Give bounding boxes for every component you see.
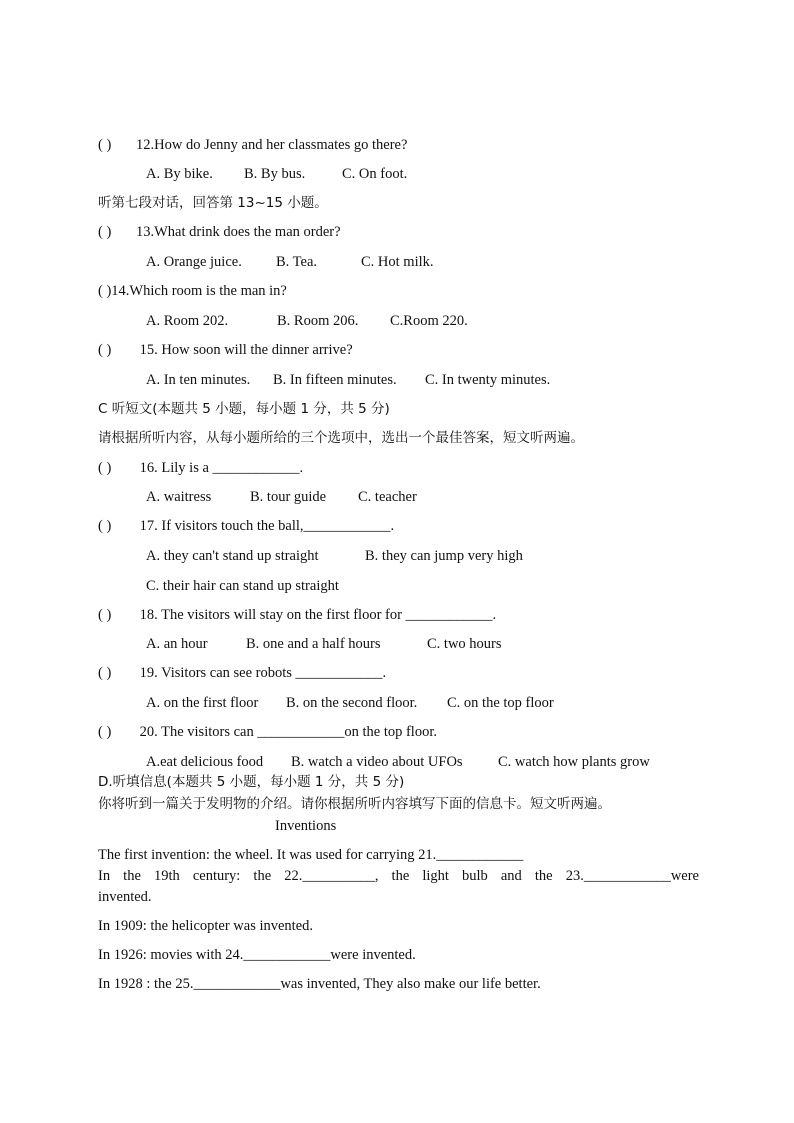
option-a: A. In ten minutes. [146, 372, 251, 388]
option-c: C. Hot milk. [361, 254, 434, 270]
info-card-line-22-23: In the 19th century: the 22.__________, the light bulb and the 23.____________were [98, 868, 699, 884]
question-stem: 15. How soon will the dinner arrive? [136, 342, 353, 358]
option-a: A. an hour [146, 636, 208, 652]
answer-blank-paren[interactable]: ( ) [98, 665, 112, 681]
option-b: B. Room 206. [277, 313, 359, 329]
option-a: A. Orange juice. [146, 254, 242, 270]
answer-blank-paren[interactable]: ( ) [98, 460, 112, 476]
option-a: A. waitress [146, 489, 212, 505]
question-17 [98, 517, 394, 535]
question-stem: 18. The visitors will stay on the first floor for ____________. [136, 607, 497, 623]
section-7-instruction: 听第七段对话，回答第 13~15 小题。 [98, 195, 328, 211]
answer-blank-paren[interactable]: ( ) [98, 518, 112, 534]
section-c-title: C 听短文(本题共 5 小题，每小题 1 分，共 5 分) [98, 401, 390, 417]
info-card-title: Inventions [275, 818, 337, 834]
question-13 [98, 223, 341, 241]
question-19 [98, 664, 386, 682]
question-12 [98, 136, 407, 154]
question-stem: 13.What drink does the man order? [136, 224, 341, 240]
option-b: B. watch a video about UFOs [291, 754, 463, 770]
option-c: C. on the top floor [447, 695, 554, 711]
option-a: A. they can't stand up straight [146, 548, 319, 564]
info-card-line-invented: invented. [98, 889, 152, 905]
answer-blank-paren[interactable]: ( ) [98, 283, 112, 299]
option-a: A.eat delicious food [146, 754, 264, 770]
info-card-line-1909: In 1909: the helicopter was invented. [98, 918, 314, 934]
option-b: B. Tea. [276, 254, 318, 270]
question-16 [98, 459, 303, 477]
answer-blank-paren[interactable]: ( ) [98, 724, 112, 740]
option-c: C. In twenty minutes. [425, 372, 551, 388]
option-b: B. on the second floor. [286, 695, 418, 711]
option-b: B. they can jump very high [365, 548, 523, 564]
option-b: B. one and a half hours [246, 636, 381, 652]
option-c: C. teacher [358, 489, 417, 505]
info-card-line-1926: In 1926: movies with 24.____________were invented. [98, 947, 416, 963]
question-17-options-row-2 [146, 577, 339, 595]
question-stem: 16. Lily is a ____________. [136, 460, 304, 476]
question-stem: 20. The visitors can ____________on the top floor. [136, 724, 437, 740]
question-14 [98, 282, 287, 300]
option-a: A. Room 202. [146, 313, 229, 329]
section-d-title: D.听填信息(本题共 5 小题，每小题 1 分，共 5 分) [98, 774, 405, 790]
option-c: C. On foot. [342, 166, 408, 182]
info-card-line-21: The first invention: the wheel. It was used for carrying 21.____________ [98, 847, 524, 863]
question-stem: 14.Which room is the man in? [111, 283, 287, 299]
option-c: C. their hair can stand up straight [146, 578, 339, 594]
option-b: B. In fifteen minutes. [273, 372, 397, 388]
section-d-instruction: 你将听到一篇关于发明物的介绍。请你根据所听内容填写下面的信息卡。短文听两遍。 [98, 796, 611, 812]
section-c-instruction: 请根据所听内容，从每小题所给的三个选项中，选出一个最佳答案，短文听两遍。 [98, 430, 584, 446]
option-c: C. watch how plants grow [498, 754, 650, 770]
option-b: B. tour guide [250, 489, 327, 505]
answer-blank-paren[interactable]: ( ) [98, 607, 112, 623]
option-a: A. By bike. [146, 166, 213, 182]
option-c: C.Room 220. [390, 313, 468, 329]
question-15 [98, 341, 353, 359]
question-18 [98, 606, 496, 624]
option-c: C. two hours [427, 636, 502, 652]
question-stem: 12.How do Jenny and her classmates go there? [136, 137, 408, 153]
answer-blank-paren[interactable]: ( ) [98, 342, 112, 358]
info-card-line-1928: In 1928 : the 25.____________was invented, They also make our life better. [98, 976, 541, 992]
question-stem: 17. If visitors touch the ball,____________. [136, 518, 395, 534]
question-20 [98, 723, 437, 741]
option-b: B. By bus. [244, 166, 306, 182]
answer-blank-paren[interactable]: ( ) [98, 224, 112, 240]
option-a: A. on the first floor [146, 695, 259, 711]
answer-blank-paren[interactable]: ( ) [98, 137, 112, 153]
question-stem: 19. Visitors can see robots ____________. [136, 665, 387, 681]
